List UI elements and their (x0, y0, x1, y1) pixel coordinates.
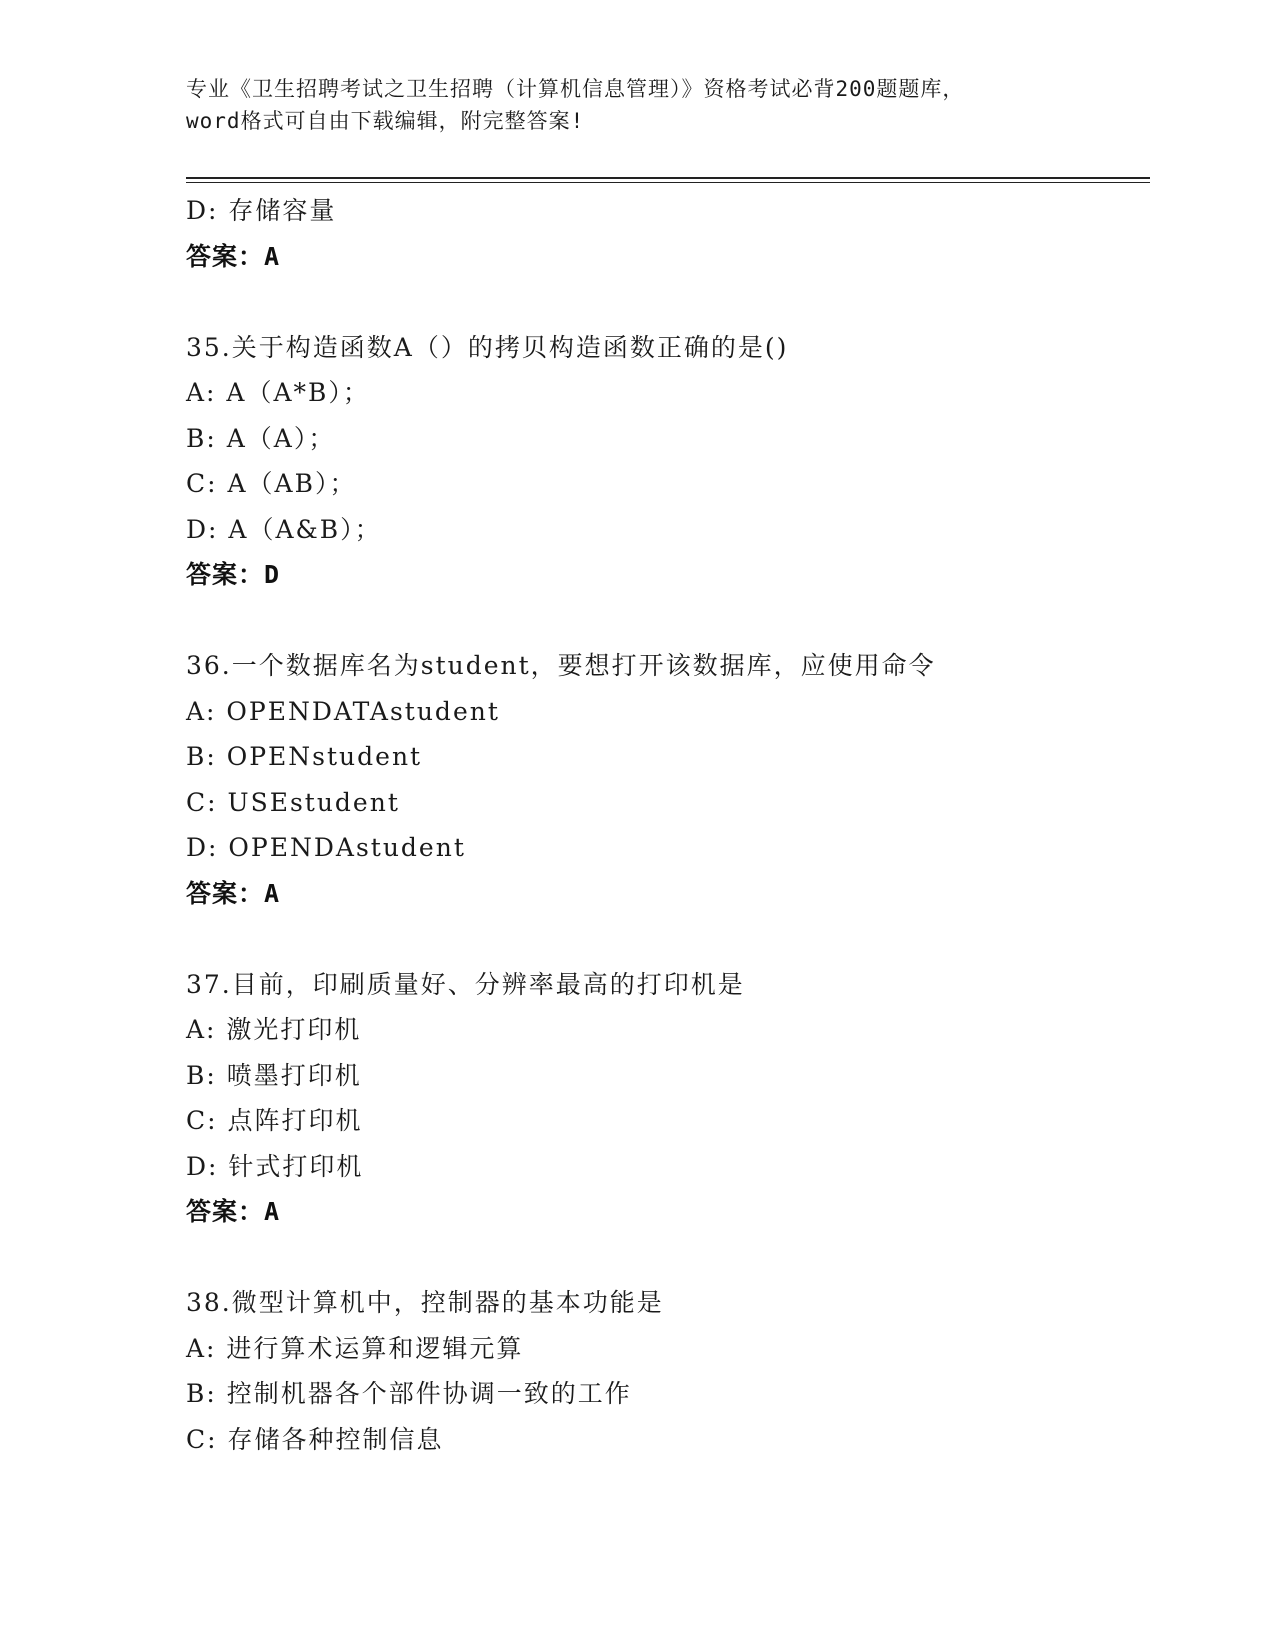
option-d: D: 针式打印机 (186, 1151, 364, 1181)
answer-line: 答案：A (186, 878, 281, 908)
question-stem: 37.目前，印刷质量好、分辨率最高的打印机是 (186, 969, 745, 999)
option-c: C: USEstudent (186, 787, 400, 817)
option-b: B: OPENstudent (186, 742, 423, 771)
question-38 (186, 1280, 1146, 1462)
option-c: C: A（AB）； (186, 469, 357, 498)
answer-line: 答案：A (186, 1197, 281, 1226)
question-stem: 35.关于构造函数A（）的拷贝构造函数正确的是() (186, 332, 789, 362)
question-stem: 38.微型计算机中，控制器的基本功能是 (186, 1288, 664, 1317)
spacer (186, 1235, 1146, 1281)
option-b: B: 控制机器各个部件协调一致的工作 (186, 1379, 632, 1408)
option-a: A: OPENDATAstudent (186, 696, 500, 726)
option-a: A: A（A*B）； (186, 378, 370, 407)
question-34-tail (186, 188, 1146, 279)
option-c: C: 点阵打印机 (186, 1106, 363, 1135)
spacer (186, 598, 1146, 644)
question-35 (186, 325, 1146, 598)
option-d: D: A（A&B）； (186, 514, 382, 544)
header-title-line-1: 专业《卫生招聘考试之卫生招聘（计算机信息管理）》资格考试必背200题题库， (186, 77, 965, 101)
question-36 (186, 643, 1146, 916)
header-title-line-2: word格式可自由下载编辑，附完整答案! (186, 109, 585, 133)
option-d: D: OPENDAstudent (186, 833, 466, 862)
option-a: A: 激光打印机 (186, 1015, 362, 1044)
answer-line: 答案：A (186, 241, 281, 271)
question-list (186, 188, 1146, 1462)
answer-line: 答案：D (186, 560, 281, 589)
option-b: B: A（A）； (186, 423, 336, 453)
header-divider-thick (186, 177, 1150, 179)
question-stem: 36.一个数据库名为student，要想打开该数据库，应使用命令 (186, 651, 936, 680)
option-c: C: 存储各种控制信息 (186, 1424, 444, 1454)
option-a: A: 进行算术运算和逻辑元算 (186, 1333, 524, 1363)
spacer (186, 279, 1146, 325)
spacer (186, 916, 1146, 962)
option-d: D: 存储容量 (186, 196, 337, 225)
option-b: B: 喷墨打印机 (186, 1060, 362, 1090)
question-37 (186, 962, 1146, 1235)
document-header (186, 73, 1086, 137)
header-divider-thin (186, 182, 1150, 183)
